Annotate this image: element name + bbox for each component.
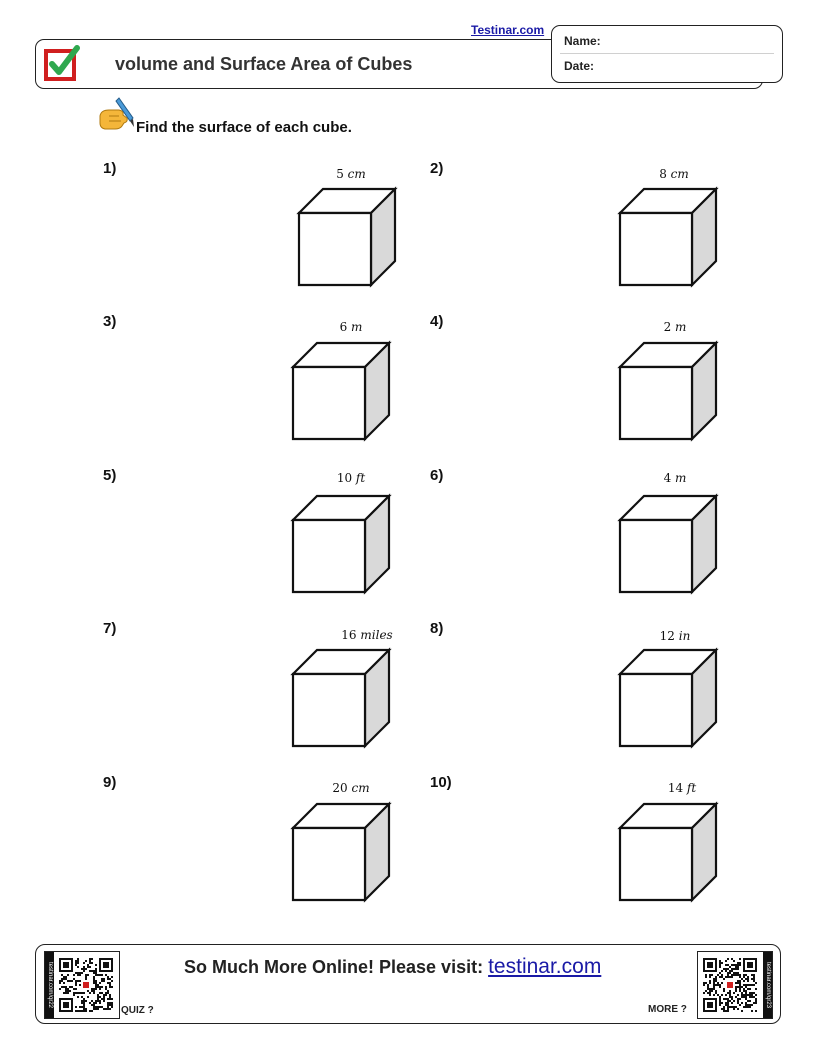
dimension-unit: in bbox=[678, 629, 691, 643]
cube-figure bbox=[616, 340, 726, 440]
cube-figure bbox=[289, 647, 399, 747]
dimension-value: 16 bbox=[341, 628, 357, 642]
qr-code-quiz[interactable] bbox=[44, 951, 120, 1019]
problem-number: 2) bbox=[430, 160, 444, 177]
cube-front-face bbox=[620, 828, 692, 900]
cube-dimension bbox=[340, 320, 363, 334]
testinar-link-footer[interactable]: testinar.com bbox=[488, 955, 602, 978]
cube-figure bbox=[295, 186, 405, 286]
problem-number: 7) bbox=[103, 620, 117, 637]
cube-dimension bbox=[664, 320, 687, 334]
cube-figure bbox=[616, 493, 726, 593]
writing-hand-icon bbox=[97, 96, 137, 132]
cube-front-face bbox=[293, 367, 365, 439]
quiz-label: QUIZ ? bbox=[121, 1005, 154, 1016]
cube-dimension bbox=[332, 781, 369, 795]
cube-dimension bbox=[664, 471, 687, 485]
cube-dimension bbox=[336, 167, 366, 181]
problem-number: 6) bbox=[430, 467, 444, 484]
cube-front-face bbox=[293, 520, 365, 592]
qr-code-icon bbox=[59, 958, 113, 1012]
cube-figure bbox=[616, 186, 726, 286]
cube-front-face bbox=[620, 520, 692, 592]
cube-front-face bbox=[620, 367, 692, 439]
cube-figure bbox=[289, 801, 399, 901]
more-label: MORE ? bbox=[648, 1004, 687, 1015]
cube-dimension bbox=[660, 629, 691, 643]
divider bbox=[560, 53, 774, 54]
dimension-unit: ft bbox=[355, 471, 366, 485]
problem-number: 9) bbox=[103, 774, 117, 791]
qr-code-icon bbox=[703, 958, 757, 1012]
qr-code-more[interactable] bbox=[697, 951, 773, 1019]
problem-number: 8) bbox=[430, 620, 444, 637]
cube-dimension bbox=[659, 167, 689, 181]
dimension-unit: cm bbox=[347, 167, 366, 181]
dimension-value: 5 bbox=[336, 167, 344, 181]
dimension-value: 12 bbox=[659, 629, 675, 643]
dimension-value: 20 bbox=[332, 781, 348, 795]
dimension-unit: miles bbox=[360, 628, 393, 642]
cube-front-face bbox=[293, 828, 365, 900]
instruction-text: Find the surface of each cube. bbox=[136, 119, 352, 136]
cube-figure bbox=[289, 493, 399, 593]
problem-number: 4) bbox=[430, 313, 444, 330]
cube-dimension bbox=[341, 628, 392, 642]
dimension-unit: m bbox=[675, 471, 687, 485]
footer-text: So Much More Online! Please visit: bbox=[184, 957, 484, 977]
dimension-unit: cm bbox=[351, 781, 370, 795]
cube-figure bbox=[289, 340, 399, 440]
name-label: Name: bbox=[564, 34, 601, 48]
problem-number: 5) bbox=[103, 467, 117, 484]
dimension-value: 6 bbox=[339, 320, 348, 334]
dimension-value: 8 bbox=[659, 167, 667, 181]
cube-figure bbox=[616, 647, 726, 747]
footer-message bbox=[184, 955, 601, 979]
cube-front-face bbox=[620, 213, 692, 285]
cube-front-face bbox=[299, 213, 371, 285]
dimension-value: 4 bbox=[663, 471, 672, 485]
dimension-value: 2 bbox=[663, 320, 672, 334]
qr-caption: testinar.com/qr22 bbox=[45, 952, 54, 1018]
dimension-unit: m bbox=[351, 320, 363, 334]
problem-number: 1) bbox=[103, 160, 117, 177]
cube-figure bbox=[616, 801, 726, 901]
cube-dimension bbox=[337, 471, 365, 485]
testinar-link-top[interactable]: Testinar.com bbox=[471, 23, 545, 37]
cube-front-face bbox=[293, 674, 365, 746]
name-date-box bbox=[551, 25, 783, 83]
cube-front-face bbox=[620, 674, 692, 746]
problem-number: 3) bbox=[103, 313, 117, 330]
page-title: volume and Surface Area of Cubes bbox=[115, 54, 413, 74]
dimension-unit: ft bbox=[686, 781, 697, 795]
cube-dimension bbox=[668, 781, 696, 795]
dimension-unit: m bbox=[675, 320, 687, 334]
date-label: Date: bbox=[564, 59, 595, 73]
dimension-unit: cm bbox=[670, 167, 689, 181]
dimension-value: 10 bbox=[336, 471, 353, 485]
problem-number: 10) bbox=[430, 774, 452, 791]
qr-caption: testinar.com/qr23 bbox=[763, 952, 772, 1018]
checkbox-check-icon bbox=[44, 45, 80, 81]
dimension-value: 14 bbox=[667, 781, 684, 795]
